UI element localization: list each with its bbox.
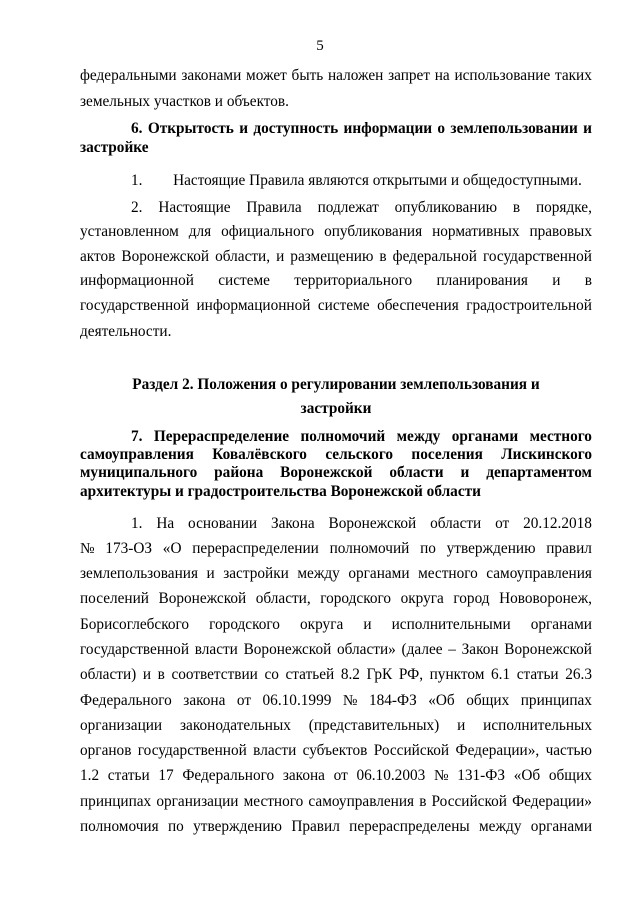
word: Воронежской (243, 641, 332, 658)
word: полномочий (329, 540, 410, 557)
text-line (131, 427, 592, 447)
word: власти (194, 641, 238, 658)
word: органами (530, 616, 592, 633)
word: Федерации», (455, 742, 540, 759)
word: использование (454, 67, 551, 84)
text-line: Раздел 2. Положения о регулировании землепользования и (132, 376, 540, 393)
word: доступность (253, 120, 339, 137)
word: статьей (285, 666, 335, 683)
word: Российской (373, 742, 450, 759)
word: Воронежской (280, 464, 373, 481)
word: городского (320, 590, 392, 607)
word: 131-ФЗ (457, 767, 506, 784)
word: местного (529, 428, 592, 445)
text-line: архитектуры и градостроительства Воронежской области (80, 483, 481, 500)
word: власти (253, 742, 297, 759)
word: сельского (325, 446, 394, 463)
text-line (131, 198, 592, 218)
word: исполнительными (391, 616, 511, 633)
word: таких (554, 67, 592, 84)
text-line (80, 792, 592, 812)
word: области (430, 515, 482, 532)
word: местного (418, 565, 478, 582)
word: от (236, 692, 252, 709)
text-line (80, 564, 592, 584)
text-line (80, 741, 592, 761)
word: Открытость (147, 120, 234, 137)
word: общих (548, 767, 592, 784)
word: опубликованию (394, 199, 498, 216)
text-line (80, 640, 592, 660)
word: и (276, 248, 285, 265)
text-line (80, 271, 592, 291)
word: местного (243, 793, 304, 810)
word: государственной (80, 297, 190, 314)
word: полномочий (300, 428, 386, 445)
word: соответствии (171, 666, 258, 683)
word: 1.2 (80, 767, 100, 784)
word: градостроительной (466, 297, 592, 314)
word: утверждению (446, 540, 536, 557)
word: в (419, 793, 427, 810)
word: РФ, (398, 666, 424, 683)
text-line: застройки (300, 400, 372, 417)
word: перераспределении (192, 540, 319, 557)
word: (представительных) (308, 717, 440, 734)
word: установленном (80, 223, 179, 240)
word: органами (348, 565, 410, 582)
word: для (188, 223, 212, 240)
word: может (246, 67, 287, 84)
word: поселений (80, 590, 149, 607)
text-line (80, 766, 592, 786)
word: утверждению (193, 818, 282, 835)
word: органами (530, 818, 592, 835)
word: № (342, 692, 358, 709)
word: округа (400, 590, 444, 607)
text-line (80, 296, 592, 316)
word: Федерального (80, 692, 172, 709)
word: обеспечения (377, 297, 459, 314)
word: нормативных (432, 223, 520, 240)
word: законодательных (180, 717, 291, 734)
text-line (80, 589, 592, 609)
word: области» (337, 641, 396, 658)
word: закона (183, 692, 226, 709)
word: системе (317, 297, 370, 314)
word: поселения (411, 446, 483, 463)
text-line (80, 716, 592, 736)
word: порядке, (535, 199, 592, 216)
word: государственной (137, 742, 247, 759)
word: быть (291, 67, 324, 84)
word: системе (218, 272, 270, 289)
page-number: 5 (316, 38, 324, 54)
word: между (297, 565, 340, 582)
word: Ковалёвского (212, 446, 307, 463)
word: Правил (291, 818, 340, 835)
word: области, (255, 590, 311, 607)
word: Нововоронеж, (499, 590, 592, 607)
word: запрет (388, 67, 431, 84)
word: организации (80, 717, 163, 734)
word: 173-ОЗ (105, 540, 153, 557)
word: – (448, 641, 456, 658)
word: официального (221, 223, 315, 240)
text-line (131, 119, 592, 139)
word: 20.12.2018 (523, 515, 592, 532)
word: актов (80, 248, 116, 265)
word: федеральными (80, 67, 177, 84)
text-line: земельных участков и объектов. (80, 93, 289, 110)
word: Закон (461, 641, 499, 658)
word: 8.2 (340, 666, 360, 683)
word: Лискинского (501, 446, 592, 463)
word: наложен (327, 67, 384, 84)
word: области, (215, 248, 271, 265)
word: городского (209, 616, 280, 633)
word: и (552, 272, 561, 289)
word: частью (545, 742, 592, 759)
word: Воронежской (121, 248, 210, 265)
word: округа (300, 616, 344, 633)
word: Закона (270, 515, 315, 532)
word: Российской (431, 793, 507, 810)
word: и (206, 565, 215, 582)
word: правил (546, 540, 592, 557)
word: № (80, 540, 95, 557)
word: 7. (131, 428, 143, 445)
text-line: 1. Настоящие Правила являются открытыми и общедоступными. (131, 172, 582, 189)
word: на (434, 67, 450, 84)
word: самоуправления (486, 565, 592, 582)
word: и (460, 464, 470, 481)
word: исполнительных (483, 717, 592, 734)
word: основании (188, 515, 258, 532)
word: по (420, 540, 436, 557)
text-line (80, 691, 592, 711)
word: информации (343, 120, 433, 137)
word: № (433, 767, 449, 784)
word: землепользования (80, 565, 198, 582)
word: в (584, 272, 592, 289)
word: департаментом (486, 464, 592, 481)
word: органами (451, 428, 519, 445)
word: На (156, 515, 175, 532)
word: от (495, 515, 510, 532)
word: правовых (529, 223, 592, 240)
word: самоуправления (308, 793, 415, 810)
word: области) (80, 666, 137, 683)
word: муниципального (80, 464, 198, 481)
word: и (457, 717, 466, 734)
word: области (389, 464, 444, 481)
word: субъектов (302, 742, 368, 759)
word: со (264, 666, 279, 683)
word: между (479, 818, 522, 835)
word: 2. (131, 199, 143, 216)
word: организации (156, 793, 239, 810)
word: принципах (80, 793, 152, 810)
word: Борисоглебского (80, 616, 190, 633)
word: 1. (131, 515, 143, 532)
word: полномочия (80, 818, 159, 835)
word: Настоящие (158, 199, 231, 216)
word: 184-ФЗ (368, 692, 417, 709)
word: ГрК (366, 666, 393, 683)
word: по (167, 818, 184, 835)
text-line: деятельности. (80, 323, 172, 340)
text-line (80, 539, 592, 559)
word: от (333, 767, 348, 784)
word: Воронежской (504, 641, 592, 658)
word: город (453, 590, 490, 607)
word: Перераспределение (153, 428, 290, 445)
word: и (239, 120, 249, 137)
word: 6.1 (490, 666, 511, 683)
text-line: застройке (80, 139, 149, 156)
word: района (214, 464, 264, 481)
word: закона (282, 767, 325, 784)
text-line (80, 665, 592, 685)
word: подлежат (317, 199, 379, 216)
word: общих (466, 692, 510, 709)
word: государственной (482, 248, 592, 265)
word: Правила (246, 199, 302, 216)
text-line (131, 514, 592, 534)
word: территориального (294, 272, 413, 289)
word: между (396, 428, 441, 445)
word: принципах (520, 692, 592, 709)
word: «Об (428, 692, 455, 709)
word: 06.10.2003 (356, 767, 426, 784)
word: «Об (513, 767, 541, 784)
word: (далее (401, 641, 443, 658)
word: планирования (436, 272, 528, 289)
word: 17 (158, 767, 174, 784)
word: Федерации» (512, 793, 592, 810)
text-line (80, 463, 592, 483)
word: перераспределены (349, 818, 470, 835)
word: в (157, 666, 165, 683)
word: статьи (107, 767, 150, 784)
word: Воронежской (158, 590, 247, 607)
word: 06.10.1999 (262, 692, 332, 709)
text-line (80, 445, 592, 465)
word: 6. (131, 120, 143, 137)
word: Воронежской (328, 515, 417, 532)
word: законами (181, 67, 242, 84)
word: органов (80, 742, 132, 759)
word: и (363, 616, 372, 633)
word: в (379, 248, 387, 265)
word: и (142, 666, 152, 683)
word: «О (162, 540, 182, 557)
word: и (583, 120, 592, 137)
word: в (512, 199, 521, 216)
word: размещению (290, 248, 374, 265)
text-line (80, 247, 592, 267)
word: о (437, 120, 446, 137)
word: опубликования (324, 223, 423, 240)
word: статьи (516, 666, 559, 683)
word: землепользовании (450, 120, 578, 137)
word: федеральной (392, 248, 477, 265)
word: застройки (223, 565, 289, 582)
word: информационной (80, 272, 194, 289)
word: 26.3 (565, 666, 592, 683)
word: государственной (80, 641, 190, 658)
text-line (80, 222, 592, 242)
text-line (80, 66, 592, 86)
word: информационной (196, 297, 311, 314)
word: самоуправления (80, 446, 194, 463)
word: пунктом (429, 666, 485, 683)
text-line (80, 817, 592, 837)
word: Федерального (182, 767, 275, 784)
text-line (80, 615, 592, 635)
